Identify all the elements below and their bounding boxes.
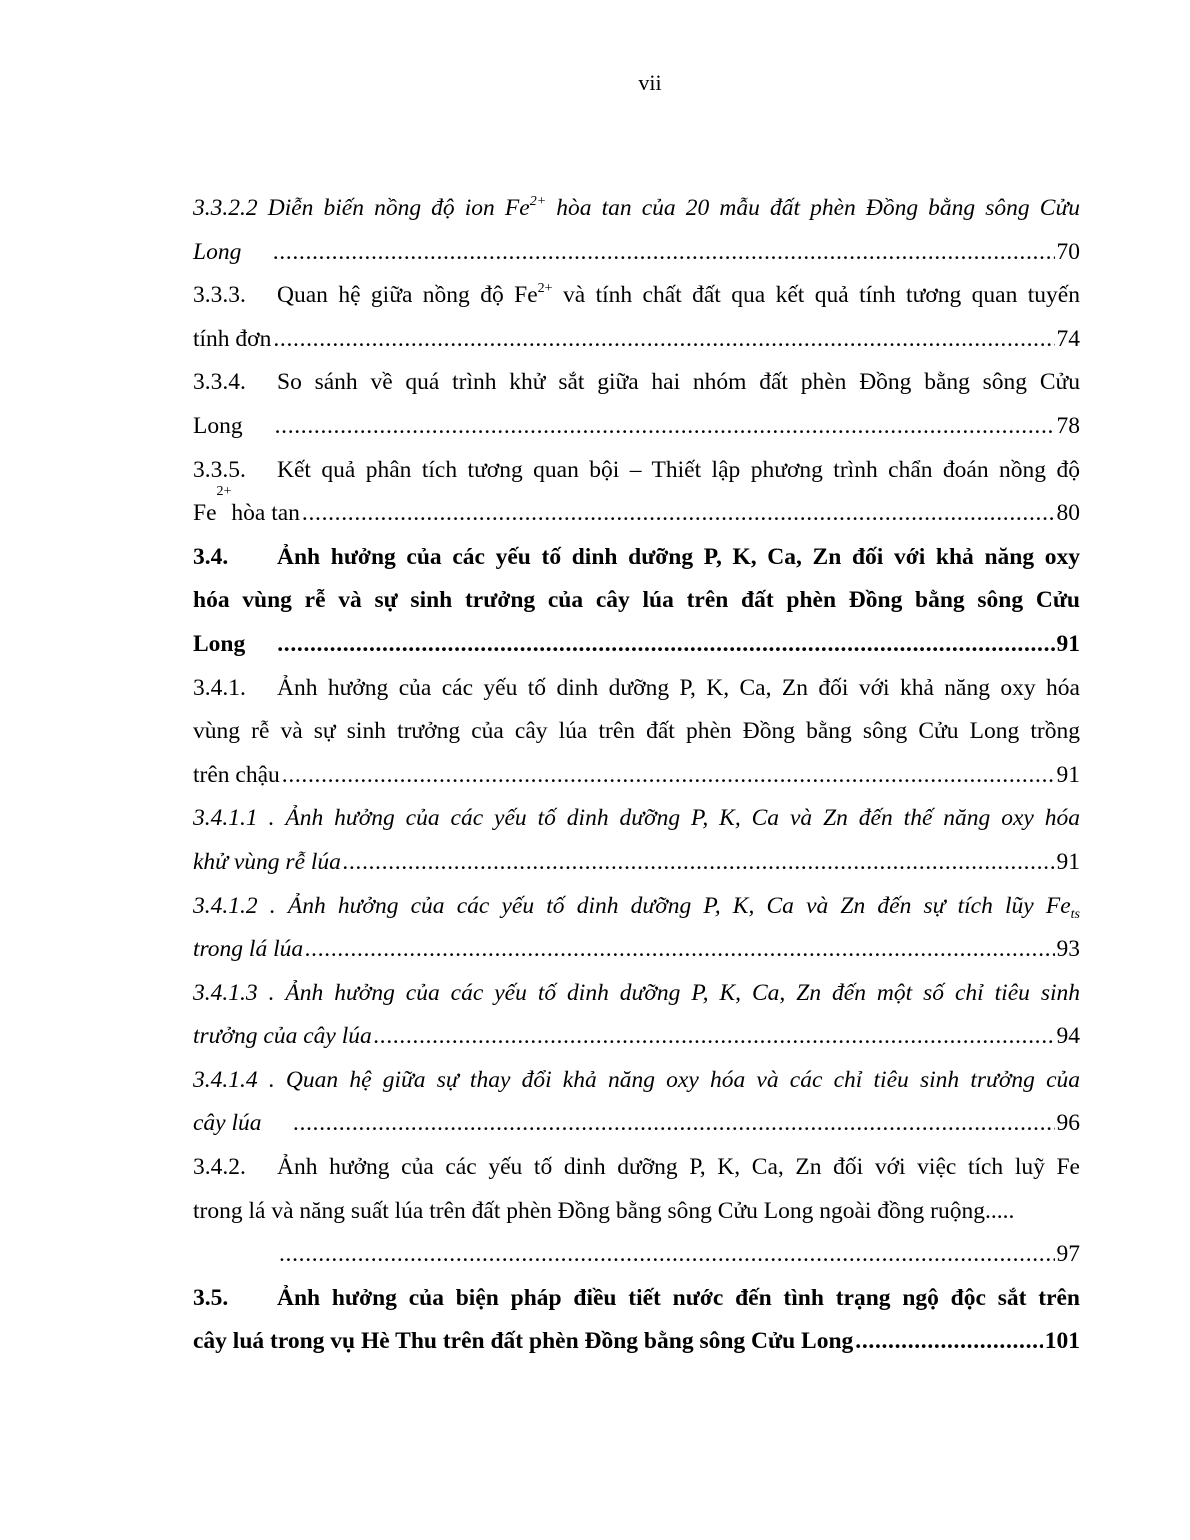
entry-text: vùng rễ và sự sinh trưởng của cây lúa trên đất phèn Đồng bằng sông Cửu Long trồng (193, 718, 1080, 745)
entry-text: . Ảnh hưởng của các yếu tố dinh dưỡng P, K, Ca và Zn đến sự tích lũy Fe (269, 892, 1071, 919)
entry-page: 78 (1056, 412, 1080, 439)
dot-leader (279, 1233, 1055, 1277)
entry-text: Ảnh hưởng của các yếu tố dinh dưỡng P, K, Ca, Zn đối với việc tích luỹ Fe (277, 1154, 1080, 1181)
entry-text: So sánh về quá trình khử sắt giữa hai nhóm đất phèn Đồng bằng sông Cửu (277, 369, 1080, 396)
entry-text: Long (193, 630, 246, 657)
entry-page: 91 (1056, 848, 1080, 875)
entry-page: 101 (1044, 1328, 1080, 1355)
entry-page: 93 (1056, 936, 1080, 963)
entry-text: . Ảnh hưởng của các yếu tố dinh dưỡng P, K, Ca và Zn đến thế năng oxy hóa (268, 805, 1081, 832)
entry-text: trong lá và năng suất lúa trên đất phèn Đồng bằng sông Cửu Long ngoài đồng ruộng..... (193, 1197, 1015, 1224)
entry-text: hòa tan của 20 mẫu đất phèn Đồng bằng sông Cửu (546, 195, 1081, 221)
subscript: ts (1070, 906, 1080, 922)
entry-text: trong lá lúa (193, 936, 304, 963)
toc-entry-3-4-1-2[interactable] (193, 885, 1080, 972)
entry-text: trên chậu (193, 761, 280, 788)
entry-page: 91 (1056, 761, 1080, 788)
entry-number: 3.3.4. (193, 369, 246, 396)
entry-text: cây luá trong vụ Hè Thu trên đất phèn Đồng bằng sông Cửu Long (193, 1328, 854, 1355)
dot-leader (277, 623, 1054, 667)
dot-leader (294, 1102, 1055, 1146)
entry-number: 3.3.5. (193, 456, 246, 483)
superscript: 2+ (216, 484, 232, 500)
toc-entry-3-4-1-1[interactable] (193, 797, 1080, 884)
toc-entry-3-4[interactable] (193, 536, 1080, 667)
entry-text: Ảnh hưởng của các yếu tố dinh dưỡng P, K, Ca, Zn đối với khả năng oxy (277, 543, 1080, 570)
entry-text: Long (193, 412, 243, 439)
entry-text: và tính chất đất qua kết quả tính tương quan tuyến (552, 282, 1080, 309)
entry-number: 3.3.2.2 (193, 195, 258, 221)
entry-number: 3.4.1.4 (193, 1066, 258, 1093)
dot-leader (273, 318, 1054, 362)
entry-page: 94 (1056, 1023, 1080, 1050)
entry-page: 91 (1056, 630, 1080, 657)
entry-text: Fe (193, 500, 217, 527)
entry-page: 70 (1056, 238, 1080, 265)
entry-text: tính đơn (193, 325, 272, 352)
toc-entry-3-3-4[interactable] (193, 361, 1080, 448)
toc-entry-3-4-1[interactable] (193, 667, 1080, 798)
entry-text: Ảnh hưởng của biện pháp điều tiết nước đến tình trạng ngộ độc sắt trên (277, 1284, 1080, 1311)
entry-text: khử vùng rễ lúa (193, 848, 341, 875)
entry-text: Kết quả phân tích tương quan bội – Thiết lập phương trình chẩn đoán nồng độ (277, 456, 1080, 483)
entry-text: Ảnh hưởng của các yếu tố dinh dưỡng P, K, Ca, Zn đối với khả năng oxy hóa (277, 674, 1080, 701)
entry-text: Long (193, 238, 242, 265)
entry-text: hóa vùng rễ và sự sinh trưởng của cây lúa trên đất phèn Đồng bằng sông Cửu (193, 587, 1080, 614)
dot-leader (273, 231, 1054, 275)
entry-page: 97 (1056, 1241, 1080, 1268)
dot-leader (302, 492, 1055, 536)
entry-text: Quan hệ giữa nồng độ Fe (277, 282, 538, 309)
entry-text: . Quan hệ giữa sự thay đổi khả năng oxy hóa và các chỉ tiêu sinh trưởng của (268, 1066, 1080, 1093)
entry-number: 3.5. (193, 1284, 229, 1311)
toc-entry-3-4-2[interactable] (193, 1146, 1080, 1277)
entry-page: 96 (1056, 1110, 1080, 1137)
dot-leader (374, 1015, 1055, 1059)
entry-number: 3.4. (193, 543, 229, 570)
table-of-contents (193, 187, 1080, 1364)
entry-text: hòa tan (231, 500, 300, 527)
superscript: 2+ (529, 194, 547, 209)
entry-number: 3.4.1. (193, 674, 246, 701)
entry-text: Diễn biến nồng độ ion Fe (267, 195, 530, 221)
dot-leader (282, 754, 1055, 798)
toc-entry-3-4-1-4[interactable] (193, 1059, 1080, 1146)
dot-leader (275, 405, 1055, 449)
toc-entry-3-4-1-3[interactable] (193, 972, 1080, 1059)
toc-entry-3-5[interactable] (193, 1277, 1080, 1364)
entry-text: cây lúa (193, 1110, 262, 1137)
entry-page: 74 (1056, 325, 1080, 352)
entry-page: 80 (1056, 500, 1080, 527)
toc-entry-3-3-5[interactable] (193, 449, 1080, 536)
toc-entry-3-3-2-2[interactable] (193, 187, 1080, 274)
entry-text: trưởng của cây lúa (193, 1023, 372, 1050)
entry-number: 3.4.2. (193, 1154, 246, 1181)
entry-number: 3.3.3. (193, 282, 246, 309)
superscript: 2+ (537, 281, 553, 297)
entry-number: 3.4.1.3 (193, 979, 258, 1006)
dot-leader (305, 928, 1054, 972)
dot-leader (343, 841, 1055, 885)
entry-number: 3.4.1.2 (193, 892, 258, 919)
dot-leader (855, 1320, 1042, 1364)
entry-number: 3.4.1.1 (193, 805, 258, 832)
page-number: vii (638, 70, 662, 95)
entry-text: . Ảnh hưởng của các yếu tố dinh dưỡng P, K, Ca, Zn đến một số chỉ tiêu sinh (268, 979, 1081, 1006)
toc-entry-3-3-3[interactable] (193, 274, 1080, 361)
